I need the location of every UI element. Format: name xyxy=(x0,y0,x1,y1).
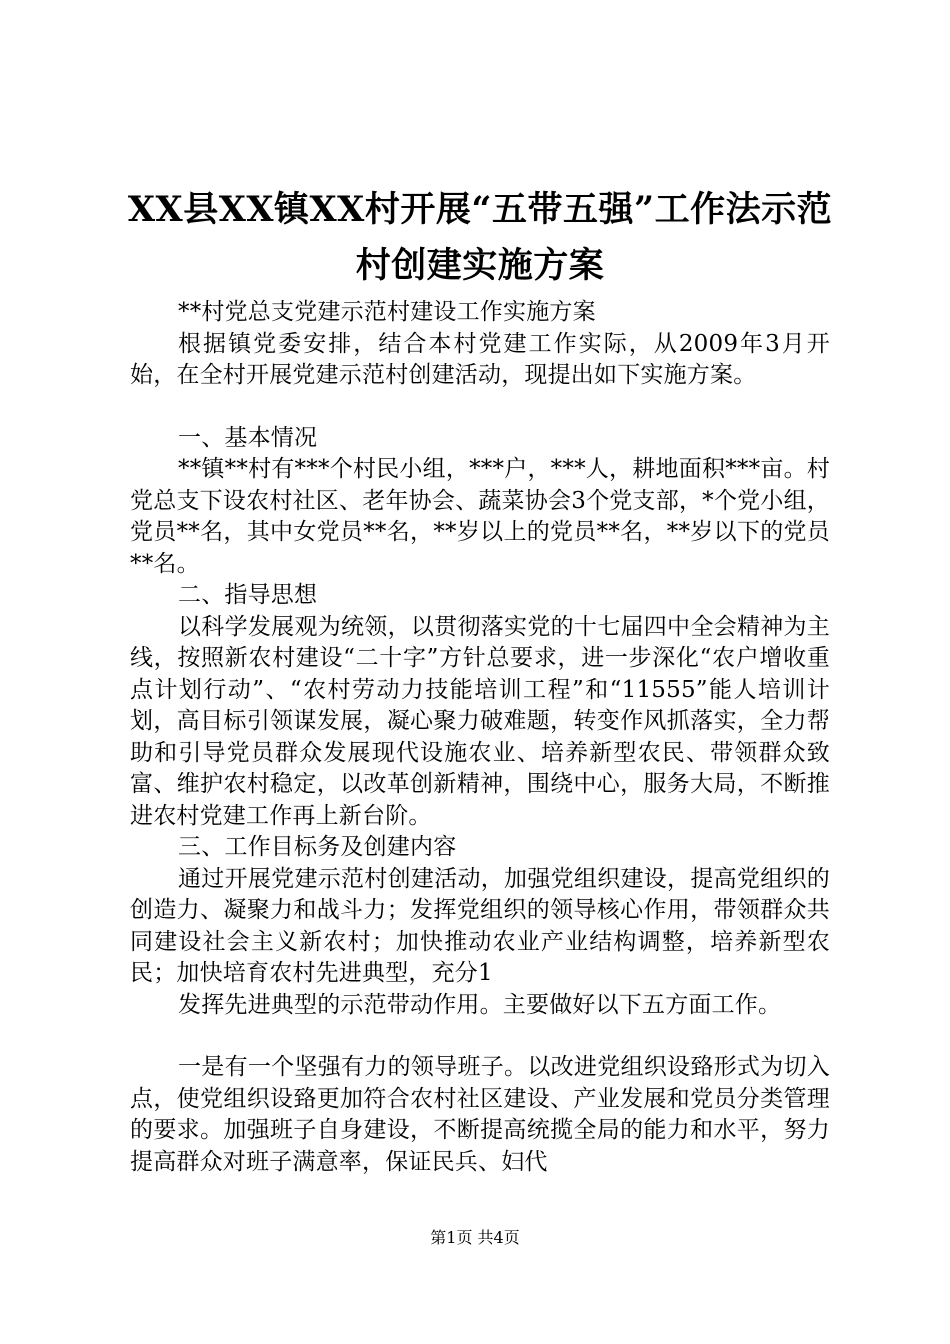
subtitle-paragraph: **村党总支党建示范村建设工作实施方案 xyxy=(178,299,596,325)
intro-paragraph: 根据镇党委安排，结合本村党建工作实际，从2009年3月开始，在全村开展党建示范村创建活动，现提出如下实施方案。 xyxy=(130,330,830,388)
document-title-line-1: XX县XX镇XX村开展“五带五强”工作法示范 xyxy=(127,189,833,230)
page-number-footer: 第1页 共4页 xyxy=(430,1228,520,1247)
section-heading-1: 一、基本情况 xyxy=(178,424,318,451)
work-goal-continuation: 发挥先进典型的示范带动作用。主要做好以下五方面工作。 xyxy=(178,991,782,1018)
basic-situation-paragraph: **镇**村有***个村民小组，***户，***人，耕地面积***亩。村党总支下设农村社区、老年协会、蔬菜协会3个党支部，*个党小组，党员**名，其中女党员**名，**岁以上的党员**名，**岁以下的党员**名。 xyxy=(130,456,830,577)
work-goal-paragraph: 通过开展党建示范村创建活动，加强党组织建设，提高党组织的创造力、凝聚力和战斗力；发挥党组织的领导核心作用，带领群众共同建设社会主义新农村；加快推动农业产业结构调整，培养新型农民；加快培育农村先进典型，充分1 xyxy=(130,865,830,986)
section-heading-3: 三、工作目标务及创建内容 xyxy=(178,834,457,860)
item-one-paragraph: 一是有一个坚强有力的领导班子。以改进党组织设臵形式为切入点，使党组织设臵更加符合农村社区建设、产业发展和党员分类管理的要求。加强班子自身建设，不断提高统揽全局的能力和水平，努力提高群众对班子满意率，保证民兵、妇代 xyxy=(130,1054,830,1175)
section-heading-2: 二、指导思想 xyxy=(178,582,318,608)
document-title-line-2: 村创建实施方案 xyxy=(355,245,605,286)
guiding-thought-paragraph: 以科学发展观为统领，以贯彻落实党的十七届四中全会精神为主线，按照新农村建设“二十字”方针总要求，进一步深化“农户增收重点计划行动”、“农村劳动力技能培训工程”和“11555”能人培训计划，高目标引领谋发展，凝心聚力破难题，转变作风抓落实，全力帮助和引导党员群众发展现代设施农业、培养新型农民、带领群众致富、维护农村稳定，以改革创新精神，围绕中心，服务大局，不断推进农村党建工作再上新台阶。 xyxy=(130,613,830,829)
document-body xyxy=(130,297,830,1178)
